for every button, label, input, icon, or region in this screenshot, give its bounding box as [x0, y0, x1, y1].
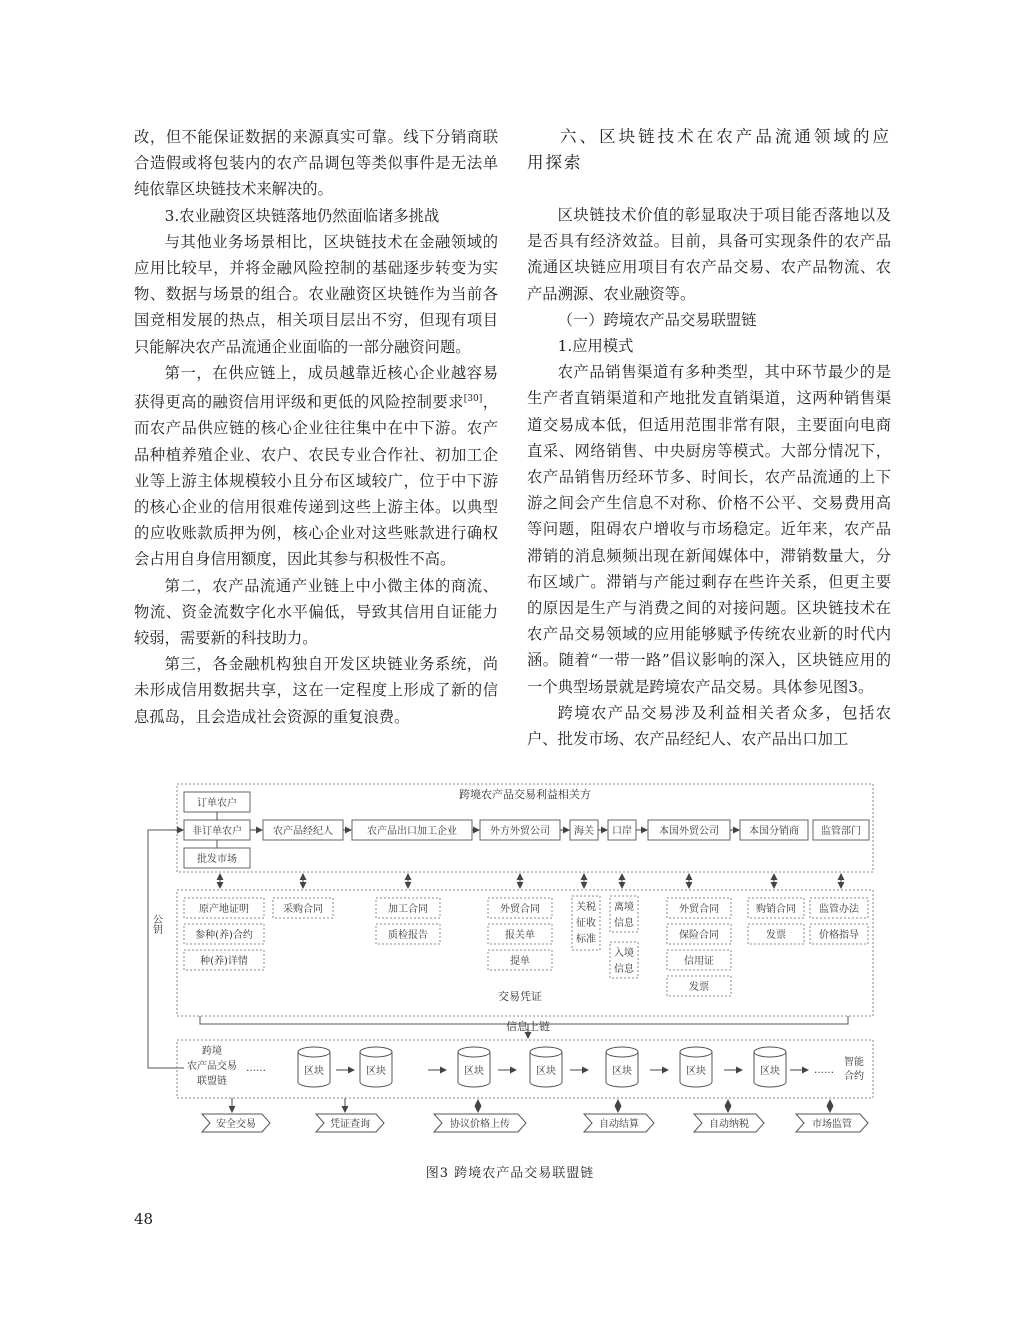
paragraph: 区块链技术价值的彰显取决于项目能否落地以及是否具有经济效益。目前，具备可实现条件的农产品流通区块链应用项目有农产品交易、农产品物流、农产品溯源、农业融资等。	[527, 206, 891, 303]
function-label: 协议价格上传	[450, 1119, 510, 1130]
paragraph	[134, 360, 498, 573]
doc-label: 入境	[614, 948, 634, 959]
dots: ……	[814, 1065, 834, 1076]
doc-label: 参种(养)合约	[195, 930, 253, 941]
doc-label: 信息	[614, 964, 634, 975]
doc-label: 种(养)详情	[200, 956, 248, 967]
doc-group	[184, 898, 264, 970]
chain-label: 农产品出口加工企业	[367, 826, 457, 837]
smart-contract-label: 合约	[844, 1071, 864, 1082]
left-column	[134, 124, 498, 730]
function-label: 安全交易	[216, 1119, 256, 1130]
block-label: 区块	[612, 1066, 632, 1077]
doc-label: 标准	[576, 934, 596, 945]
subheading: 3.农业融资区块链落地仍然面临诸多挑战	[164, 206, 440, 225]
paragraph-text: ，而农产品供应链的核心企业往往集中在中下游。农产品种植养殖企业、农户、农民专业合作社、初加工企业等上游主体规模较小且分布区域较广，位于中下游的核心企业的信用很难传递到这些上游主体。以典型的应收账款质押为例，核心企业对这些账款进行确权会占用自身信用额度，因此其参与积极性不高。	[134, 393, 498, 569]
function-auto-settlement	[584, 1114, 654, 1132]
block-label: 区块	[686, 1066, 706, 1077]
block	[680, 1047, 712, 1087]
block-label: 区块	[536, 1066, 556, 1077]
doc-label: 外贸合同	[679, 904, 719, 915]
block	[754, 1047, 786, 1087]
paragraph: 改，但不能保证数据的来源真实可靠。线下分销商联合造假或将包装内的农产品调包等类似事件是无法单纯依靠区块链技术来解决的。	[134, 128, 498, 199]
doc-label: 质检报告	[388, 930, 428, 941]
dots: ……	[246, 1063, 266, 1074]
function-label: 市场监管	[812, 1119, 852, 1130]
block	[458, 1047, 490, 1087]
chain-label: 本国外贸公司	[659, 826, 719, 837]
consortium-label: 联盟链	[197, 1076, 227, 1087]
consortium-label: 跨境	[202, 1046, 222, 1057]
function-voucher-query	[316, 1114, 384, 1132]
chain-label: 监管部门	[821, 826, 861, 837]
vouchers-label: 交易凭证	[498, 990, 542, 1003]
paragraph: 第二，农产品流通产业链上中小微主体的商流、物流、资金流数字化水平偏低，导致其信用自证能力较弱，需要新的科技助力。	[134, 576, 498, 647]
doc-label: 关税	[576, 902, 596, 913]
doc-label: 提单	[510, 956, 530, 967]
region-link-arrows	[220, 874, 841, 888]
chain-label: 农产品经纪人	[273, 826, 333, 837]
figure-caption: 图3 跨境农产品交易联盟链	[425, 1166, 595, 1181]
function-auto-tax	[694, 1114, 764, 1132]
doc-label: 加工合同	[388, 904, 428, 915]
chain-label: 海关	[574, 826, 594, 837]
block-label: 区块	[760, 1066, 780, 1077]
chain-label: 外方外贸公司	[490, 826, 550, 837]
block-label: 区块	[464, 1066, 484, 1077]
chain-label: 口岸	[612, 826, 632, 837]
farmer-label: 订单农户	[197, 798, 237, 809]
doc-label: 价格指导	[819, 930, 859, 941]
function-price-upload	[434, 1114, 526, 1132]
doc-label: 报关单	[505, 930, 535, 941]
doc-label: 监管办法	[819, 904, 859, 915]
paragraph: 跨境农产品交易涉及利益相关者众多，包括农户、批发市场、农产品经纪人、农产品出口加工	[527, 703, 891, 749]
paragraph-text: 第一，在供应链上，成员越靠近核心企业越容易获得更高的融资信用评级和更低的风险控制要求	[134, 363, 498, 412]
side-label: 公钥	[150, 914, 162, 934]
doc-label: 采购合同	[283, 904, 323, 915]
doc-label: 信息	[614, 918, 634, 929]
farmer-label: 批发市场	[197, 854, 237, 865]
doc-label: 离境	[614, 902, 634, 913]
doc-label: 原产地证明	[199, 904, 249, 915]
smart-contract-label: 智能	[844, 1057, 864, 1068]
subsection-heading: （一）跨境农产品交易联盟链	[557, 310, 757, 329]
function-label: 凭证查询	[330, 1119, 370, 1130]
function-market-supervision	[796, 1114, 868, 1132]
function-label: 自动纳税	[709, 1119, 749, 1130]
block	[360, 1047, 392, 1087]
block	[606, 1047, 638, 1087]
paragraph: 农产品销售渠道有多种类型，其中环节最少的是生产者直销渠道和产地批发直销渠道，这两种销售渠道交易成本低，但适用范围非常有限，主要面向电商直采、网络销售、中央厨房等模式。大部分情况下，农产品销售历经环节多、时间长，农产品流通的上下游之间会产生信息不对称、价格不公平、交易费用高等问题，阻碍农户增收与市场稳定。近年来，农产品滞销的消息频频出现在新闻媒体中，滞销数量大，分布区域广。滞销与产能过剩存在些许关系，但更主要的原因是生产与消费之间的对接问题。区块链技术在农产品交易领域的应用能够赋予传统农业新的时代内涵。随着“一带一路”倡议影响的深入，区块链应用的一个典型场景就是跨境农产品交易。具体参见图3。	[527, 363, 891, 696]
function-safe-trade	[202, 1114, 270, 1132]
page-number: 48	[134, 1210, 154, 1228]
consortium-label: 农产品交易	[187, 1061, 237, 1072]
doc-label: 信用证	[684, 956, 714, 967]
chain-label: 本国分销商	[749, 826, 799, 837]
function-label: 自动结算	[599, 1119, 639, 1130]
doc-label: 征收	[576, 918, 596, 929]
subsection-heading: 1.应用模式	[557, 337, 634, 356]
function-arrows	[232, 1098, 830, 1112]
info-label: 信息上链	[506, 1020, 550, 1033]
doc-label: 保险合同	[679, 930, 719, 941]
doc-label: 发票	[689, 982, 709, 993]
block	[530, 1047, 562, 1087]
doc-label: 发票	[766, 930, 786, 941]
paragraph: 与其他业务场景相比，区块链技术在金融领域的应用比较早，并将金融风险控制的基础逐步转变为实物、数据与场景的组合。农业融资区块链作为当前各国竞相发展的热点，相关项目层出不穷，但现有项目只能解决农产品流通企业面临的一部分融资问题。	[134, 232, 498, 356]
farmer-label: 非订单农户	[192, 826, 242, 837]
doc-label: 购销合同	[756, 904, 796, 915]
figure-diagram	[140, 778, 900, 1148]
section-title: 六、区块链技术在农产品流通领域的应用探索	[527, 127, 891, 172]
citation: [30]	[463, 394, 483, 405]
block	[298, 1047, 330, 1087]
public-key-loop	[148, 830, 184, 1068]
doc-label: 外贸合同	[500, 904, 540, 915]
stakeholders-title: 跨境农产品交易利益相关方	[459, 788, 591, 801]
block-label: 区块	[304, 1066, 324, 1077]
block-label: 区块	[366, 1066, 386, 1077]
paragraph: 第三，各金融机构独自开发区块链业务系统，尚未形成信用数据共享，这在一定程度上形成了新的信息孤岛，且会造成社会资源的重复浪费。	[134, 655, 498, 726]
right-column	[527, 124, 891, 752]
